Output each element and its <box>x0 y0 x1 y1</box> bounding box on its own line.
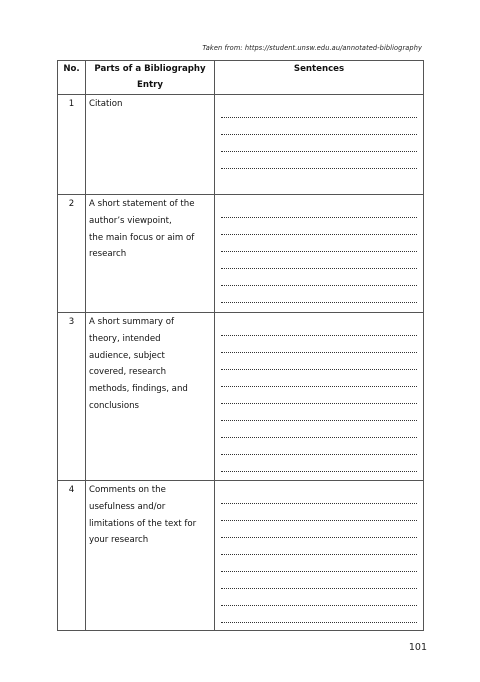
dotted-writing-line[interactable] <box>221 104 417 121</box>
row-part-description <box>86 481 215 631</box>
dotted-writing-line[interactable] <box>221 524 417 541</box>
dotted-writing-line[interactable] <box>221 458 417 475</box>
sentences-writing-area[interactable] <box>215 195 424 313</box>
table-row <box>58 313 424 481</box>
part-line: conclusions <box>89 400 140 411</box>
part-line: author’s viewpoint, <box>89 215 172 226</box>
dotted-writing-line[interactable] <box>221 609 417 626</box>
dotted-writing-line[interactable] <box>221 155 417 172</box>
dotted-writing-line[interactable] <box>221 289 417 306</box>
dotted-writing-line[interactable] <box>221 592 417 609</box>
source-note: Taken from: https://student.unsw.edu.au/annotated-bibliography <box>202 44 422 52</box>
table-row <box>58 95 424 195</box>
sentences-writing-area[interactable] <box>215 95 424 195</box>
dotted-writing-line[interactable] <box>221 441 417 458</box>
part-line: your research <box>89 535 149 546</box>
part-line: Comments on the <box>89 485 166 495</box>
dotted-writing-line[interactable] <box>221 238 417 255</box>
part-line: Citation <box>89 99 123 109</box>
dotted-writing-line[interactable] <box>221 373 417 390</box>
part-line: limitations of the text for <box>89 518 197 529</box>
dotted-writing-line[interactable] <box>221 204 417 221</box>
dotted-writing-line[interactable] <box>221 138 417 155</box>
row-number: 2 <box>58 195 86 313</box>
table-row <box>58 481 424 631</box>
part-line: covered, research <box>89 367 167 378</box>
header-sentences: Sentences <box>215 61 424 95</box>
dotted-writing-line[interactable] <box>221 490 417 507</box>
table-header-row <box>58 61 424 95</box>
table-row <box>58 195 424 313</box>
dotted-writing-line[interactable] <box>221 322 417 339</box>
bibliography-parts-table <box>57 60 424 631</box>
header-parts-line-2: Entry <box>137 80 163 90</box>
dotted-writing-line[interactable] <box>221 390 417 407</box>
sentences-writing-area[interactable] <box>215 313 424 481</box>
dotted-writing-line[interactable] <box>221 407 417 424</box>
dotted-writing-line[interactable] <box>221 558 417 575</box>
sentences-writing-area[interactable] <box>215 481 424 631</box>
row-number: 4 <box>58 481 86 631</box>
row-part-description <box>86 195 215 313</box>
row-number: 1 <box>58 95 86 195</box>
dotted-writing-line[interactable] <box>221 575 417 592</box>
dotted-writing-line[interactable] <box>221 424 417 441</box>
dotted-writing-line[interactable] <box>221 507 417 524</box>
dotted-writing-line[interactable] <box>221 121 417 138</box>
dotted-writing-line[interactable] <box>221 255 417 272</box>
part-line: methods, findings, and <box>89 384 188 395</box>
dotted-writing-line[interactable] <box>221 541 417 558</box>
dotted-writing-line[interactable] <box>221 356 417 373</box>
row-part-description <box>86 95 215 195</box>
header-parts <box>86 61 215 95</box>
dotted-writing-line[interactable] <box>221 339 417 356</box>
dotted-writing-line[interactable] <box>221 221 417 238</box>
part-line: theory, intended <box>89 333 161 344</box>
part-line: research <box>89 249 127 260</box>
dotted-writing-line[interactable] <box>221 272 417 289</box>
page-number: 101 <box>408 642 427 653</box>
part-line: A short summary of <box>89 317 174 327</box>
row-part-description <box>86 313 215 481</box>
header-no: No. <box>58 61 86 95</box>
row-number: 3 <box>58 313 86 481</box>
part-line: the main focus or aim of <box>89 232 195 243</box>
part-line: A short statement of the <box>89 199 195 209</box>
header-parts-line-1: Parts of a Bibliography <box>94 64 206 74</box>
part-line: audience, subject <box>89 350 165 361</box>
part-line: usefulness and/or <box>89 501 166 512</box>
